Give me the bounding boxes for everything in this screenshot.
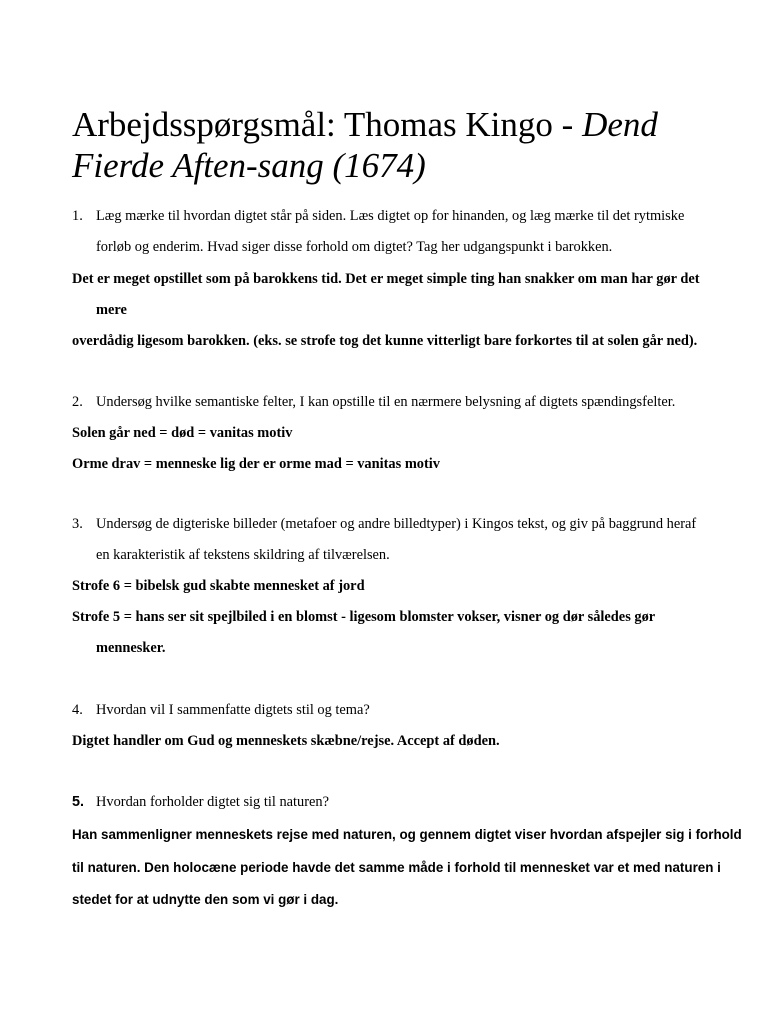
question-3 xyxy=(72,515,696,533)
question-3-text-line2: en karakteristik af tekstens skildring af tilværelsen. xyxy=(96,547,390,563)
answer-1-line3: overdådig ligesom barokken. (eks. se strofe tog det kunne vitterligt bare forkortes til at solen går ned). xyxy=(72,333,698,349)
question-4-text-line1: Hvordan vil I sammenfatte digtets stil og tema? xyxy=(96,702,370,718)
page-title xyxy=(72,104,712,186)
title-italic-line1: Dend xyxy=(582,105,658,144)
question-4-number: 4. xyxy=(72,702,83,718)
answer-4-line1: Digtet handler om Gud og menneskets skæbne/rejse. Accept af døden. xyxy=(72,733,500,749)
answer-2-line2: Orme drav = menneske lig der er orme mad = vanitas motiv xyxy=(72,456,440,472)
answer-1-line2: mere xyxy=(96,302,127,318)
question-1-number: 1. xyxy=(72,208,83,224)
question-2-text-line1: Undersøg hvilke semantiske felter, I kan opstille til en nærmere belysning af digtets spændingsfelter. xyxy=(96,394,676,410)
answer-3-line3: mennesker. xyxy=(96,640,166,656)
answer-2-line1: Solen går ned = død = vanitas motiv xyxy=(72,425,293,441)
question-1-text-line2: forløb og enderim. Hvad siger disse forhold om digtet? Tag her udgangspunkt i barokken. xyxy=(96,239,613,255)
question-5-number: 5. xyxy=(72,794,85,810)
question-1-text-line1: Læg mærke til hvordan digtet står på siden. Læs digtet op for hinanden, og læg mærke til det rytmiske xyxy=(96,208,685,224)
title-plain: Arbejdsspørgsmål: Thomas Kingo - xyxy=(72,105,583,144)
question-2 xyxy=(72,393,675,411)
question-3-number: 3. xyxy=(72,516,83,532)
question-5 xyxy=(72,793,329,811)
question-1 xyxy=(72,207,684,225)
question-3-text-line1: Undersøg de digteriske billeder (metafoer og andre billedtyper) i Kingos tekst, og giv på baggrund heraf xyxy=(96,516,697,532)
title-italic-line2: Fierde Aften-sang (1674) xyxy=(72,146,426,185)
question-2-number: 2. xyxy=(72,394,83,410)
question-4 xyxy=(72,701,370,719)
answer-3-line1: Strofe 6 = bibelsk gud skabte mennesket af jord xyxy=(72,578,365,594)
answer-5-line1: Han sammenligner menneskets rejse med naturen, og gennem digtet viser hvordan afspejler sig i forhold xyxy=(72,827,742,842)
answer-5-line3: stedet for at udnytte den som vi gør i dag. xyxy=(72,892,339,907)
answer-3-line2: Strofe 5 = hans ser sit spejlbiled i en blomst - ligesom blomster vokser, visner og dør således gør xyxy=(72,609,656,625)
question-5-text-line1: Hvordan forholder digtet sig til naturen? xyxy=(96,794,329,810)
answer-1-line1: Det er meget opstillet som på barokkens tid. Det er meget simple ting han snakker om man har gør det xyxy=(72,271,700,287)
answer-5-line2: til naturen. Den holocæne periode havde det samme måde i forhold til mennesket var et med naturen i xyxy=(72,860,721,875)
